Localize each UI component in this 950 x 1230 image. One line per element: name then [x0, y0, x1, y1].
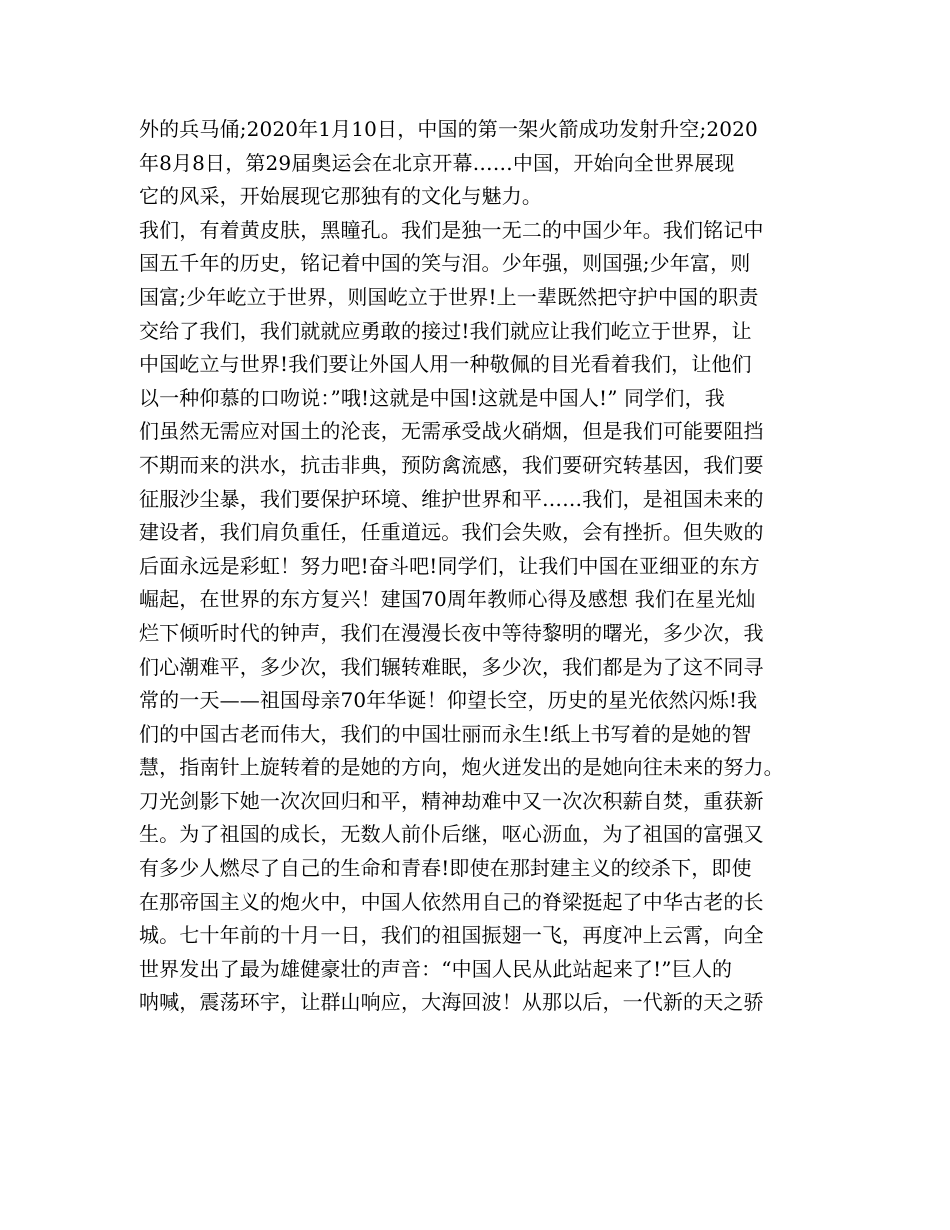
- text-line: 们心潮难平，多少次，我们辗转难眠，多少次，我们都是为了这不同寻: [139, 654, 764, 679]
- text-line: 慧，指南针上旋转着的是她的方向，炮火迸发出的是她向往未来的努力。: [139, 755, 784, 780]
- text-line: 在那帝国主义的炮火中，中国人依然用自己的脊梁挺起了中华古老的长: [139, 889, 764, 914]
- text-line: 世界发出了最为雄健豪壮的声音：“中国人民从此站起来了!”巨人的: [139, 956, 733, 981]
- text-line: 后面永远是彩虹！努力吧!奋斗吧!同学们，让我们中国在亚细亚的东方: [139, 553, 760, 578]
- text-line: 刀光剑影下她一次次回归和平，精神劫难中又一次次积薪自焚，重获新: [139, 788, 764, 813]
- text-line: 们虽然无需应对国土的沦丧，无需承受战火硝烟，但是我们可能要阻挡: [139, 419, 764, 444]
- text-line: 不期而来的洪水，抗击非典，预防禽流感，我们要研究转基因，我们要: [139, 452, 764, 477]
- text-line: 年8月8日，第29届奥运会在北京开幕……中国，开始向全世界展现: [139, 150, 735, 175]
- text-line: 中国屹立与世界!我们要让外国人用一种敬佩的目光看着我们，让他们: [139, 352, 752, 377]
- text-line: 生。为了祖国的成长，无数人前仆后继，呕心沥血，为了祖国的富强又: [139, 822, 764, 847]
- text-line: 烂下倾听时代的钟声，我们在漫漫长夜中等待黎明的曙光，多少次，我: [139, 620, 764, 645]
- text-line: 有多少人燃尽了自己的生命和青春!即使在那封建主义的绞杀下，即使: [139, 856, 752, 881]
- text-line: 们的中国古老而伟大，我们的中国壮丽而永生!纸上书写着的是她的智: [139, 721, 752, 746]
- text-line: 国富;少年屹立于世界，则国屹立于世界!上一辈既然把守护中国的职责: [139, 284, 759, 309]
- text-line: 交给了我们，我们就就应勇敢的接过!我们就应让我们屹立于世界，让: [139, 318, 752, 343]
- text-line: 城。七十年前的十月一日，我们的祖国振翅一飞，再度冲上云霄，向全: [139, 923, 764, 948]
- text-line: 征服沙尘暴，我们要保护环境、维护世界和平……我们，是祖国未来的: [139, 486, 764, 511]
- text-line: 常的一天——祖国母亲70年华诞！仰望长空，历史的星光依然闪烁!我: [139, 688, 758, 713]
- text-line: 我们，有着黄皮肤，黑瞳孔。我们是独一无二的中国少年。我们铭记中: [139, 217, 764, 242]
- text-line: 崛起，在世界的东方复兴！建国70周年教师心得及感想 我们在星光灿: [139, 587, 756, 612]
- text-line: 外的兵马俑;2020年1月10日，中国的第一架火箭成功发射升空;2020: [139, 117, 758, 141]
- text-line: 它的风采，开始展现它那独有的文化与魅力。: [139, 184, 542, 209]
- text-line: 国五千年的历史，铭记着中国的笑与泪。少年强，则国强;少年富，则: [139, 251, 751, 276]
- text-line: 建设者，我们肩负重任，任重道远。我们会失败，会有挫折。但失败的: [139, 520, 764, 545]
- text-line: 呐喊，震荡环宇，让群山响应，大海回波！从那以后，一代新的天之骄: [139, 990, 764, 1015]
- body-text: [139, 113, 839, 1020]
- text-line: 以一种仰慕的口吻说：”哦!这就是中国!这就是中国人!” 同学们，我: [139, 385, 725, 410]
